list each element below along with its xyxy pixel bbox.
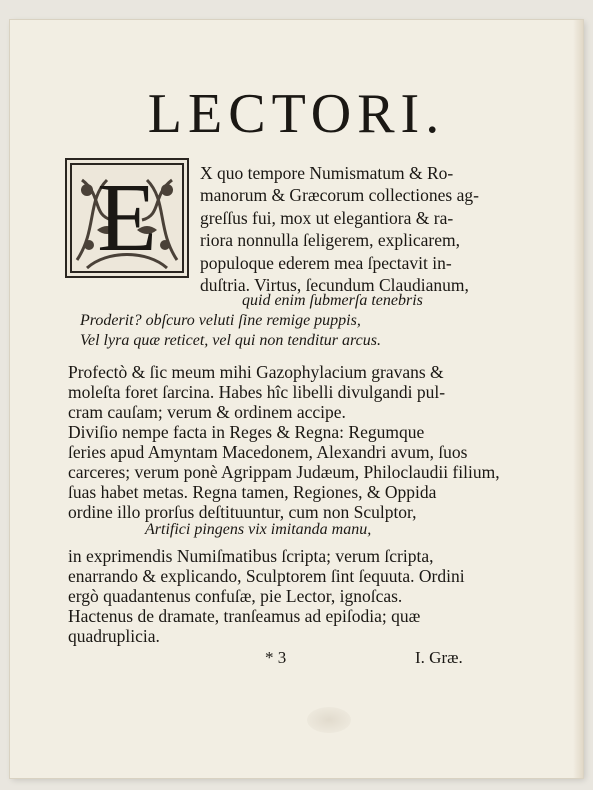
intro-line: greſſus fui, mox ut elegantiora & ra- <box>200 207 454 228</box>
decorated-initial <box>65 158 189 278</box>
paragraph-line: quadruplicia. <box>68 626 160 646</box>
paragraph-line: ordine illo prorſus deſtituuntur, cum non Sculptor, <box>68 502 417 522</box>
paragraph-line: Profectò & ſic meum mihi Gazophylacium gravans & <box>68 362 444 382</box>
page-title: LECTORI. <box>147 83 446 145</box>
paragraph-2 <box>68 362 568 522</box>
quote-line: Proderit? obſcuro veluti ſine remige puppis, <box>80 312 361 329</box>
paragraph-line: ſeries apud Amyntam Macedonem, Alexandri avum, ſuos <box>68 442 468 462</box>
intro-paragraph <box>200 162 563 296</box>
quote-line: quid enim ſubmerſa tenebris <box>242 292 423 309</box>
initial-letter: E <box>97 164 157 272</box>
paragraph-line: carceres; verum ponè Agrippam Judæum, Philoclaudii filium, <box>68 462 500 482</box>
paragraph-line: in exprimendis Numiſmatibus ſcripta; verum ſcripta, <box>68 546 434 566</box>
catchword: I. Græ. <box>415 648 463 667</box>
intro-line: X quo tempore Numismatum & Ro- <box>200 163 454 183</box>
quote-line: Vel lyra quæ reticet, vel qui non tenditur arcus. <box>80 332 381 349</box>
paragraph-line: enarrando & explicando, Sculptorem ſint ſequuta. Ordini <box>68 566 465 586</box>
paragraph-line: Hactenus de dramate, tranſeamus ad epiſodia; quæ <box>68 606 421 626</box>
signature-mark: * 3 <box>265 648 287 667</box>
paragraph-3 <box>68 546 568 646</box>
intro-line: riora nonnulla ſeligerem, explicarem, <box>200 230 460 251</box>
paragraph-line: ſuas habet metas. Regna tamen, Regiones, & Oppida <box>68 482 437 502</box>
quote-line: Artifici pingens vix imitanda manu, <box>145 521 372 538</box>
paragraph-line: cram cauſam; verum & ordinem accipe. <box>68 402 346 422</box>
paragraph-line: Diviſio nempe facta in Reges & Regna: Regumque <box>68 422 425 442</box>
book-page <box>10 20 583 778</box>
intro-line: populoque ederem mea ſpectavit in- <box>200 252 452 273</box>
intro-line: manorum & Græcorum collectiones ag- <box>200 185 479 206</box>
intro-line: duſtria. Virtus, ſecundum Claudianum, <box>200 275 469 296</box>
paragraph-line: ergò quadantenus confuſæ, pie Lector, ignoſcas. <box>68 586 403 606</box>
paragraph-line: moleſta foret ſarcina. Habes hîc libelli divulgandi pul- <box>68 382 446 402</box>
library-stamp <box>307 707 351 733</box>
